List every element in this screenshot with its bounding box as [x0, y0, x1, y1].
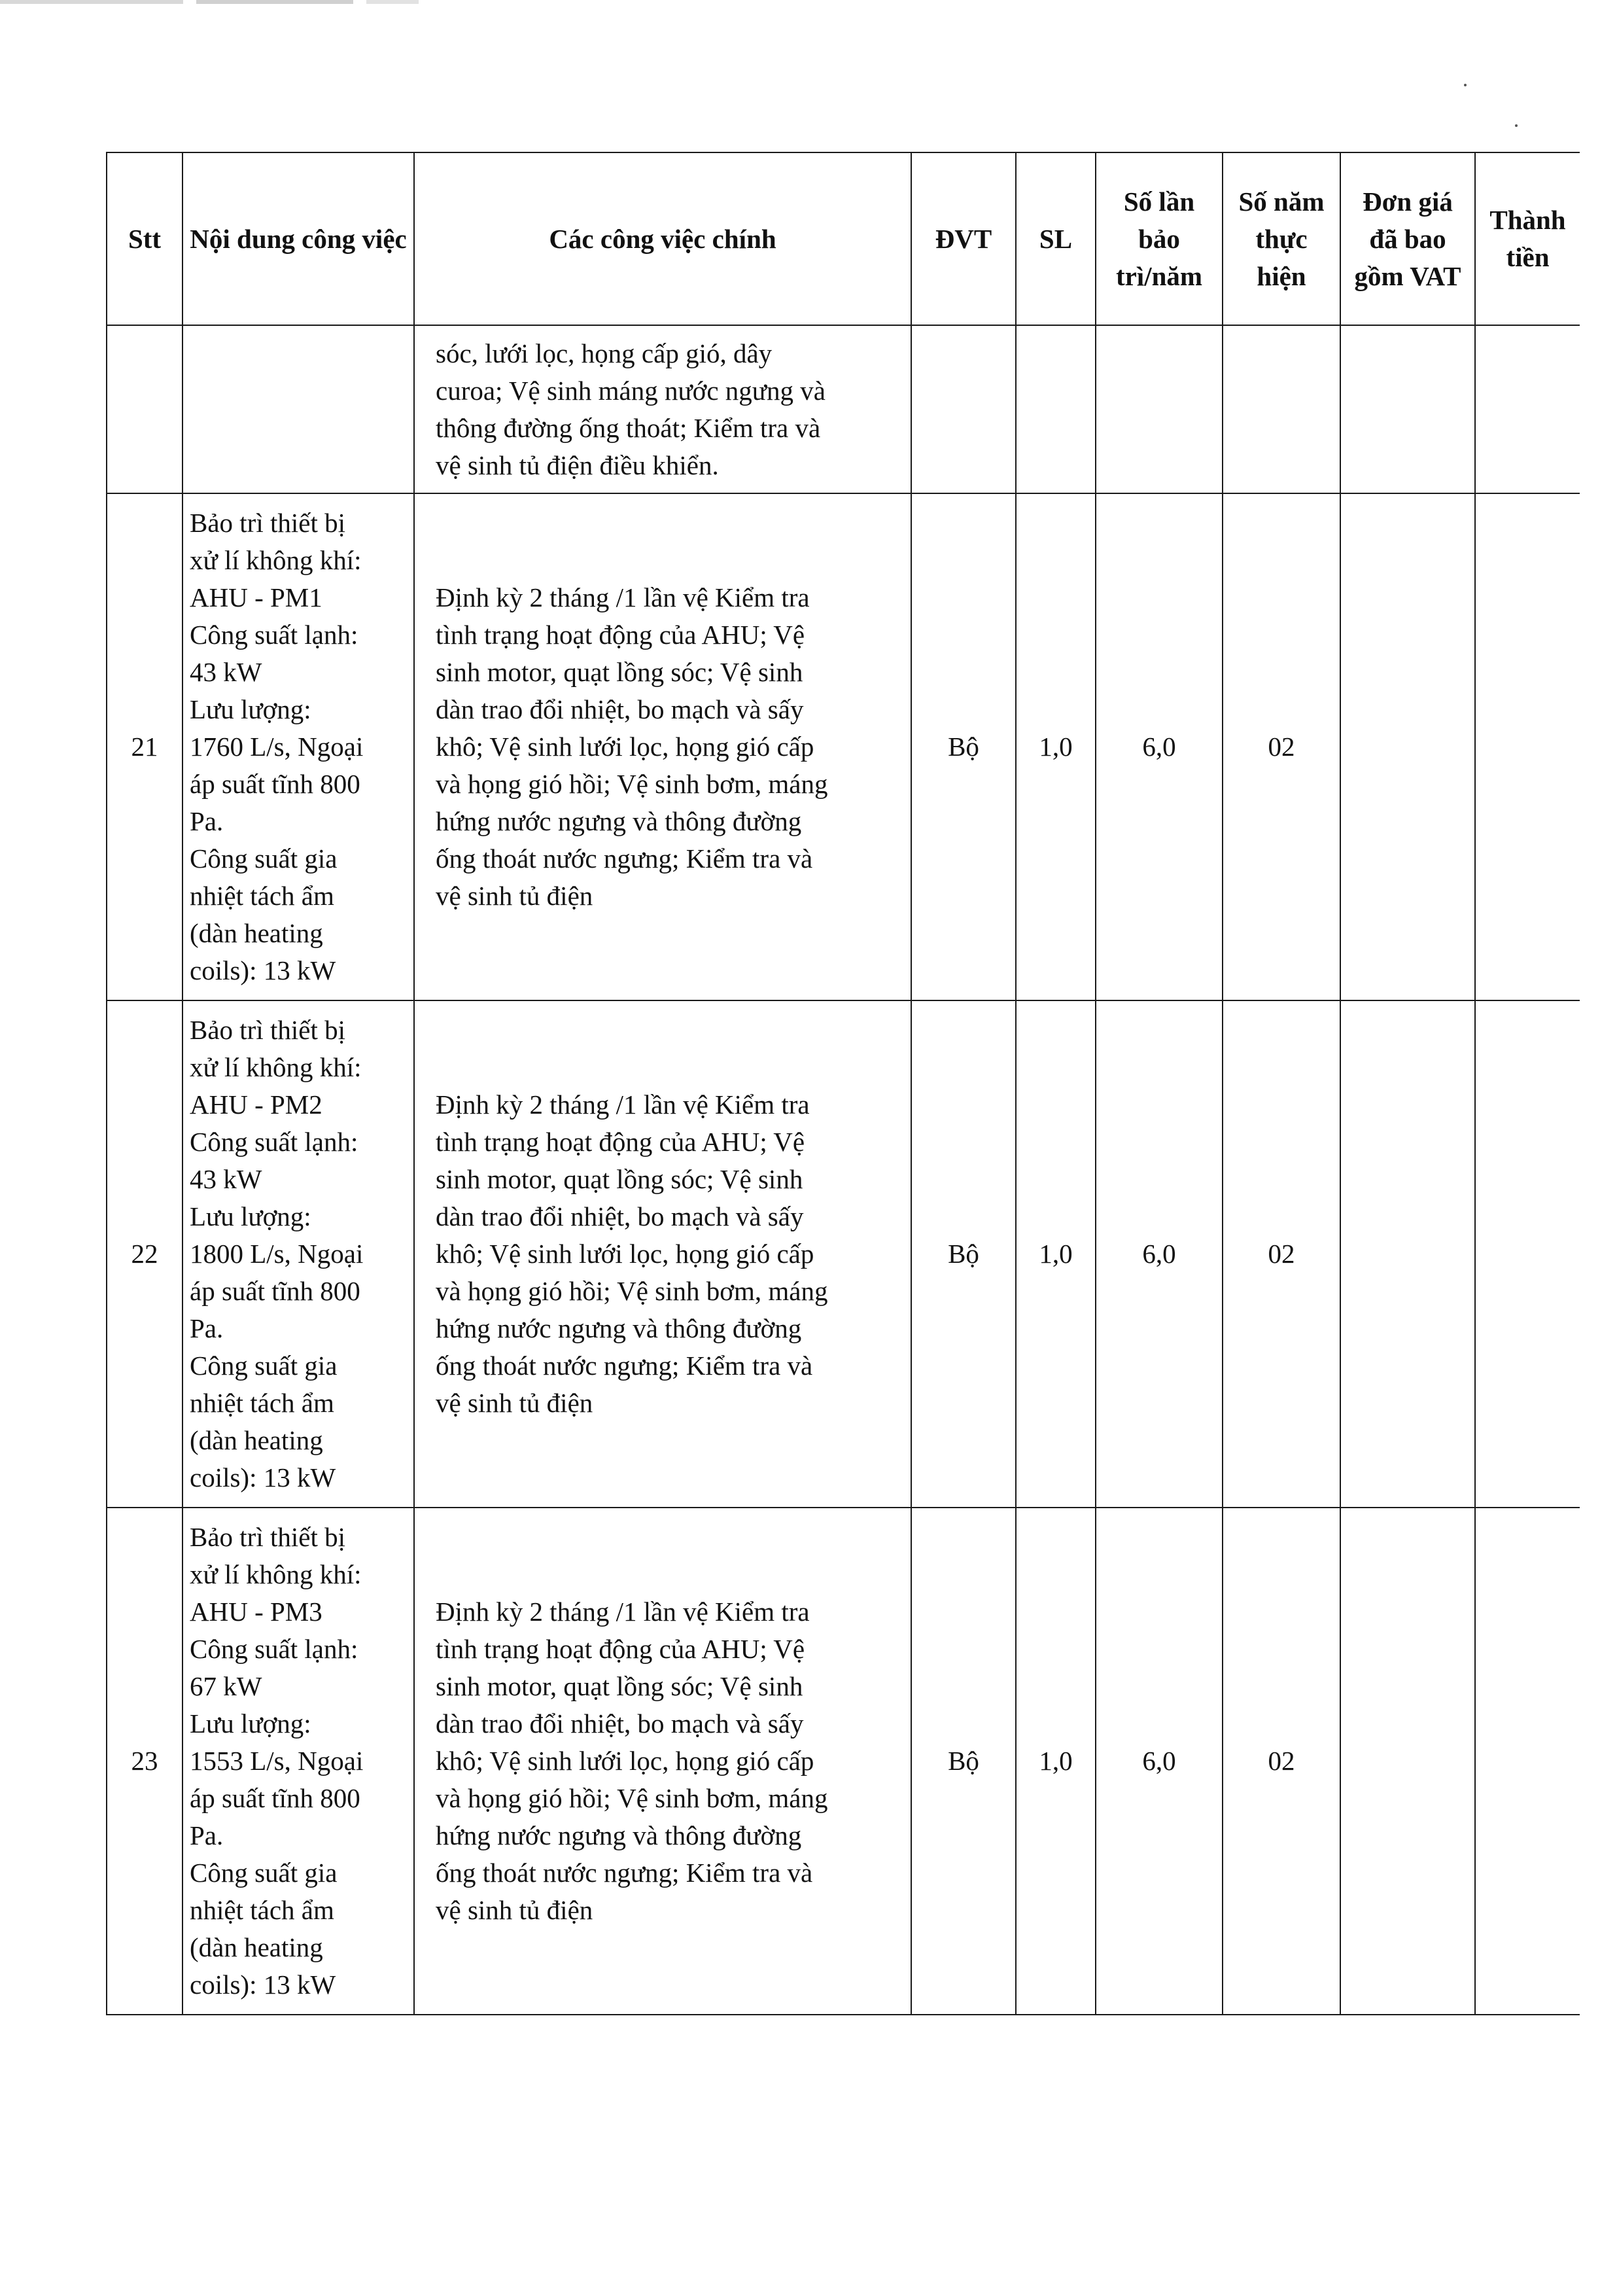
cell-content — [183, 493, 414, 1000]
header-row — [107, 152, 1580, 325]
cell-empty — [1475, 325, 1580, 493]
cell-qty: 1,0 — [1016, 1508, 1096, 2015]
content-text: Bảo trì thiết bị xử lí không khí: AHU - PM3 Công suất lạnh: 67 kW Lưu lượng: 1553 L/s, Ngoại áp suất tĩnh 800 Pa. Công suất gia nhiệt tách ẩm (dàn heating coils): 13 kW — [190, 1522, 364, 2000]
scan-speck — [1464, 84, 1467, 86]
cell-times-per-year: 6,0 — [1096, 493, 1223, 1000]
cell-unit: Bộ — [911, 1508, 1016, 2015]
cell-tasks — [414, 493, 911, 1000]
cell-continued-tasks — [414, 325, 911, 493]
continued-tasks-text: sóc, lưới lọc, họng cấp gió, dây curoa; Vệ sinh máng nước ngưng và thông đường ống thoát; Kiểm tra và vệ sinh tủ điện điều khiển. — [436, 338, 826, 480]
maintenance-table — [106, 152, 1580, 2015]
tasks-text: Định kỳ 2 tháng /1 lần vệ Kiểm tra tình trạng hoạt động của AHU; Vệ sinh motor, quạt lồng sóc; Vệ sinh dàn trao đổi nhiệt, bo mạch và sấy khô; Vệ sinh lưới lọc, họng gió cấp và họng gió hồi; Vệ sinh bơm, máng hứng nước ngưng và thông đường ống thoát nước ngưng; Kiểm tra và vệ sinh tủ điện — [436, 1089, 828, 1418]
header-tasks: Các công việc chính — [414, 152, 911, 325]
cell-years: 02 — [1223, 1508, 1340, 2015]
table-row — [107, 1508, 1580, 2015]
header-stt: Stt — [107, 152, 183, 325]
cell-stt: 23 — [107, 1508, 183, 2015]
header-unit-price: Đơn giá đã bao gồm VAT — [1340, 152, 1475, 325]
header-unit: ĐVT — [911, 152, 1016, 325]
cell-years: 02 — [1223, 1000, 1340, 1508]
cell-stt: 22 — [107, 1000, 183, 1508]
cell-qty: 1,0 — [1016, 1000, 1096, 1508]
table-row-continued — [107, 325, 1580, 493]
header-total: Thành tiền — [1475, 152, 1580, 325]
scan-edge-artifact — [0, 0, 419, 4]
cell-empty — [1096, 325, 1223, 493]
cell-times-per-year: 6,0 — [1096, 1508, 1223, 2015]
cell-content — [183, 1508, 414, 2015]
cell-empty — [183, 325, 414, 493]
cell-empty — [1223, 325, 1340, 493]
tasks-text: Định kỳ 2 tháng /1 lần vệ Kiểm tra tình trạng hoạt động của AHU; Vệ sinh motor, quạt lồng sóc; Vệ sinh dàn trao đổi nhiệt, bo mạch và sấy khô; Vệ sinh lưới lọc, họng gió cấp và họng gió hồi; Vệ sinh bơm, máng hứng nước ngưng và thông đường ống thoát nước ngưng; Kiểm tra và vệ sinh tủ điện — [436, 582, 828, 911]
table-row — [107, 493, 1580, 1000]
cell-empty — [1016, 325, 1096, 493]
cell-empty — [911, 325, 1016, 493]
cell-empty — [1340, 325, 1475, 493]
header-years: Số năm thực hiện — [1223, 152, 1340, 325]
cell-total — [1475, 1000, 1580, 1508]
header-qty: SL — [1016, 152, 1096, 325]
cell-years: 02 — [1223, 493, 1340, 1000]
cell-unit-price — [1340, 493, 1475, 1000]
tasks-text: Định kỳ 2 tháng /1 lần vệ Kiểm tra tình trạng hoạt động của AHU; Vệ sinh motor, quạt lồng sóc; Vệ sinh dàn trao đổi nhiệt, bo mạch và sấy khô; Vệ sinh lưới lọc, họng gió cấp và họng gió hồi; Vệ sinh bơm, máng hứng nước ngưng và thông đường ống thoát nước ngưng; Kiểm tra và vệ sinh tủ điện — [436, 1597, 828, 1925]
cell-qty: 1,0 — [1016, 493, 1096, 1000]
cell-times-per-year: 6,0 — [1096, 1000, 1223, 1508]
cell-total — [1475, 493, 1580, 1000]
cell-unit: Bộ — [911, 493, 1016, 1000]
cell-total — [1475, 1508, 1580, 2015]
cell-tasks — [414, 1000, 911, 1508]
content-text: Bảo trì thiết bị xử lí không khí: AHU - PM2 Công suất lạnh: 43 kW Lưu lượng: 1800 L/s, Ngoại áp suất tĩnh 800 Pa. Công suất gia nhiệt tách ẩm (dàn heating coils): 13 kW — [190, 1015, 364, 1492]
cell-tasks — [414, 1508, 911, 2015]
cell-unit-price — [1340, 1000, 1475, 1508]
cell-unit-price — [1340, 1508, 1475, 2015]
cell-content — [183, 1000, 414, 1508]
cell-unit: Bộ — [911, 1000, 1016, 1508]
table-row — [107, 1000, 1580, 1508]
cell-empty — [107, 325, 183, 493]
scan-speck — [1515, 124, 1518, 127]
content-text: Bảo trì thiết bị xử lí không khí: AHU - PM1 Công suất lạnh: 43 kW Lưu lượng: 1760 L/s, Ngoại áp suất tĩnh 800 Pa. Công suất gia nhiệt tách ẩm (dàn heating coils): 13 kW — [190, 508, 364, 985]
header-content: Nội dung công việc — [183, 152, 414, 325]
header-times-per-year: Số lần bảo trì/năm — [1096, 152, 1223, 325]
cell-stt: 21 — [107, 493, 183, 1000]
